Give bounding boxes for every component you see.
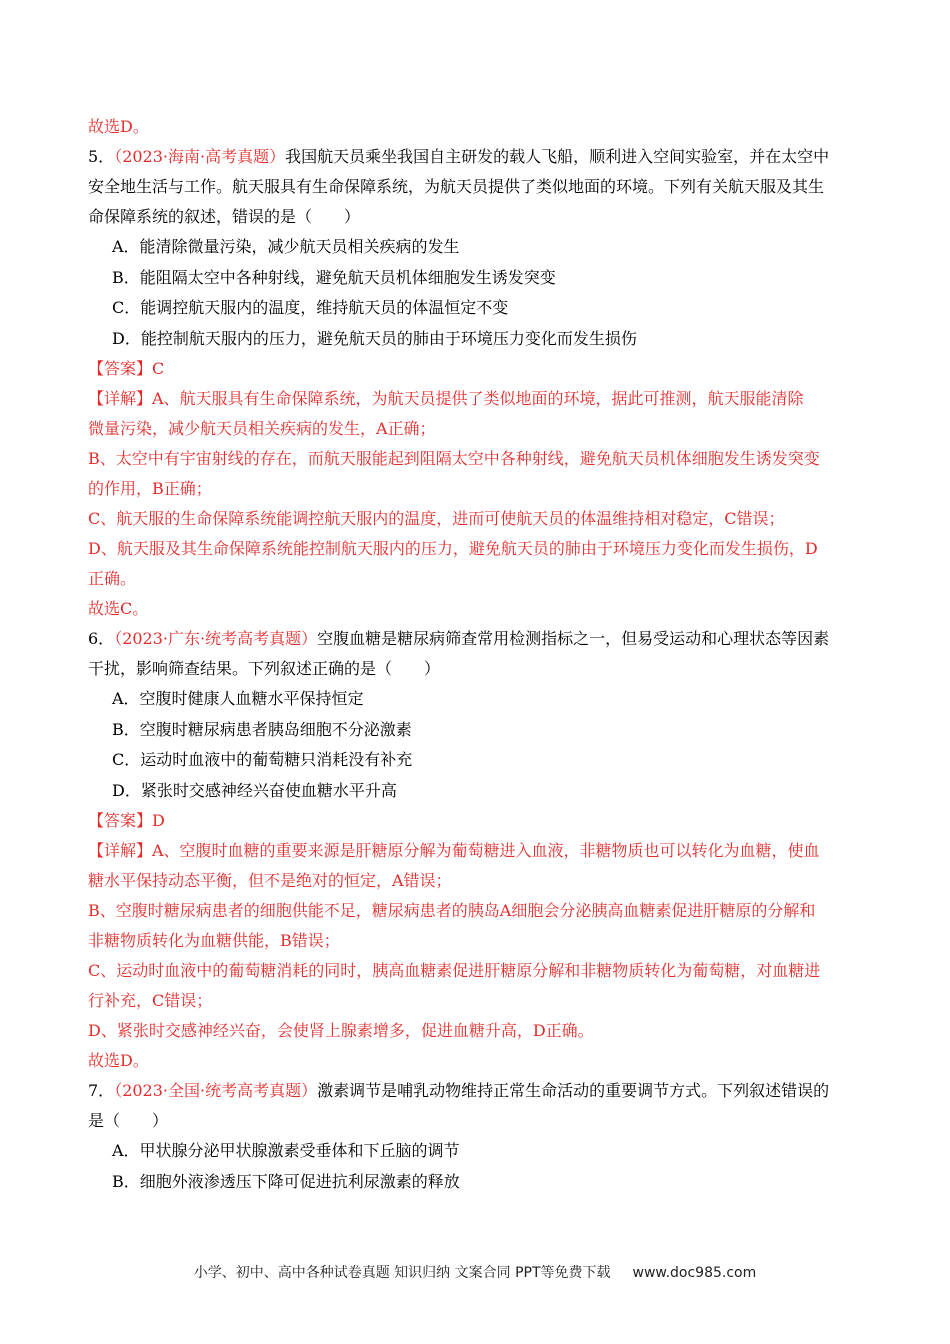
option-c: C．运动时血液中的葡萄糖只消耗没有补充	[112, 750, 413, 769]
footer-text: 小学、初中、高中各种试卷真题 知识归纳 文案合同 PPT等免费下载	[193, 1265, 611, 1281]
question-stem-line: 安全地生活与工作。航天服具有生命保障系统，为航天员提供了类似地面的环境。下列有关航天服及其生	[88, 177, 825, 196]
option-b: B．能阻隔太空中各种射线，避免航天员机体细胞发生诱发突变	[112, 267, 556, 287]
question-stem-line: 空腹血糖是糖尿病筛查常用检测指标之一，但易受运动和心理状态等因素	[317, 629, 830, 648]
option-b: B．空腹时糖尿病患者胰岛细胞不分泌激素	[112, 719, 412, 739]
footer-url[interactable]: www.doc985.com	[632, 1265, 757, 1281]
explanation-line: D、航天服及其生命保障系统能控制航天服内的压力，避免航天员的肺由于环境压力变化而发生损伤，D	[88, 539, 818, 558]
option-b: B．细胞外液渗透压下降可促进抗利尿激素的释放	[112, 1171, 460, 1191]
explanation-line: 【详解】A、空腹时血糖的重要来源是肝糖原分解为葡萄糖进入血液，非糖物质也可以转化为血糖，使血	[88, 841, 820, 860]
question-5	[88, 142, 868, 624]
question-7	[88, 1076, 868, 1197]
question-stem-line: 干扰，影响筛查结果。下列叙述正确的是（ ）	[88, 659, 441, 678]
question-number: 7．	[88, 1081, 115, 1100]
question-source: （2023·海南·高考真题）	[114, 147, 286, 166]
explanation-line: 【详解】A、航天服具有生命保障系统，为航天员提供了类似地面的环境，据此可推测，航天服能清除	[88, 389, 804, 408]
question-stem-line: 命保障系统的叙述，错误的是（ ）	[88, 207, 361, 226]
explanation-line: 糖水平保持动态平衡，但不是绝对的恒定，A错误；	[88, 871, 452, 890]
answer-label: 【答案】C	[88, 359, 165, 378]
explanation-line: B、太空中有宇宙射线的存在，而航天服能起到阻隔太空中各种射线，避免航天员机体细胞发生诱发突变	[88, 449, 820, 468]
explanation-line: 正确。	[88, 569, 137, 588]
option-a: A．甲状腺分泌甲状腺激素受垂体和下丘脑的调节	[112, 1141, 460, 1160]
option-d: D．能控制航天服内的压力，避免航天员的肺由于环境压力变化而发生损伤	[112, 328, 637, 348]
question-source: （2023·全国·统考高考真题）	[114, 1081, 318, 1100]
answer-label: 【答案】D	[88, 811, 165, 830]
explanation-line: D、紧张时交感神经兴奋，会使肾上腺素增多，促进血糖升高，D正确。	[88, 1021, 594, 1040]
question-number: 5．	[88, 147, 115, 166]
question-6-first-line	[88, 624, 868, 654]
question-stem-line: 是（ ）	[88, 1111, 169, 1130]
explanation-line: C、运动时血液中的葡萄糖消耗的同时，胰高血糖素促进肝糖原分解和非糖物质转化为葡萄糖，对血糖进	[88, 961, 821, 980]
question-7-first-line	[88, 1076, 868, 1106]
question-number: 6．	[88, 629, 115, 648]
option-c: C．能调控航天服内的温度，维持航天员的体温恒定不变	[112, 298, 509, 317]
explanation-line: 微量污染，减少航天员相关疾病的发生，A正确；	[88, 419, 436, 438]
page-footer	[0, 1262, 950, 1282]
explanation-line: 行补充，C错误；	[88, 991, 213, 1010]
explanation-line: 的作用，B正确；	[88, 479, 212, 498]
document-page	[88, 112, 868, 1197]
intro-conclusion: 故选D。	[88, 117, 149, 136]
explanation-line: 非糖物质转化为血糖供能，B错误；	[88, 931, 340, 950]
question-source: （2023·广东·统考高考真题）	[114, 629, 318, 648]
option-d: D．紧张时交感神经兴奋使血糖水平升高	[112, 780, 397, 800]
question-stem-line: 激素调节是哺乳动物维持正常生命活动的重要调节方式。下列叙述错误的	[317, 1081, 830, 1100]
question-stem-line: 我国航天员乘坐我国自主研发的载人飞船，顺利进入空间实验室，并在太空中	[285, 147, 830, 166]
conclusion: 故选D。	[88, 1051, 149, 1070]
explanation-line: B、空腹时糖尿病患者的细胞供能不足，糖尿病患者的胰岛A细胞会分泌胰高血糖素促进肝糖原的分解和	[88, 901, 816, 920]
option-a: A．能清除微量污染，减少航天员相关疾病的发生	[112, 237, 460, 256]
option-a: A．空腹时健康人血糖水平保持恒定	[112, 689, 364, 708]
conclusion: 故选C。	[88, 599, 149, 618]
question-6	[88, 624, 868, 1076]
question-5-first-line	[88, 142, 868, 172]
explanation-line: C、航天服的生命保障系统能调控航天服内的温度，进而可使航天员的体温维持相对稳定，C错误；	[88, 509, 785, 528]
